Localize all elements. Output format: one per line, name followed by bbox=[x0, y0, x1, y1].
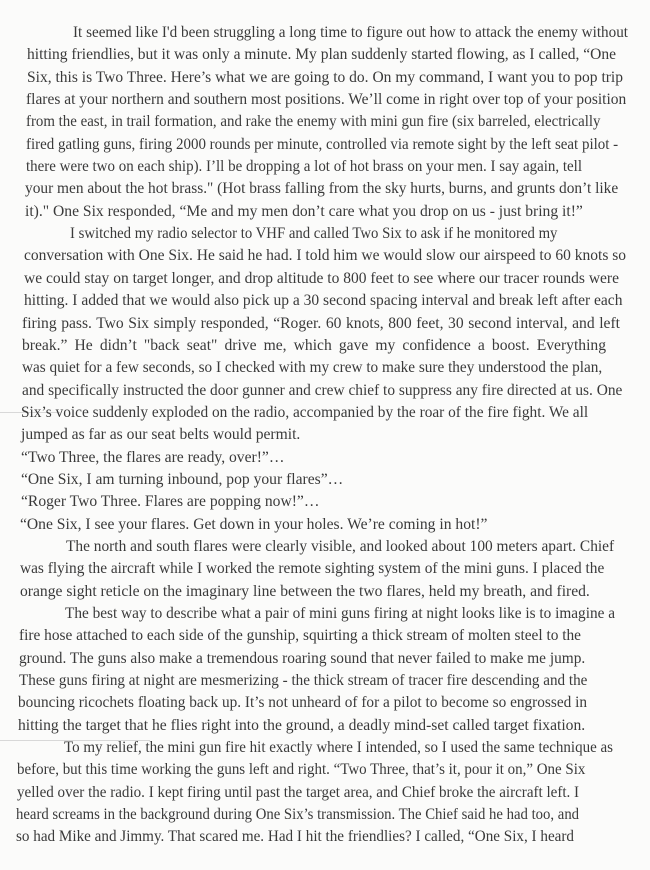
text-line: fired gatling guns, firing 2000 rounds per minute, controlled via remote sight by the left seat pilot - bbox=[26, 136, 619, 153]
text-line: orange sight reticle on the imaginary line between the two flares, held my breath, and fired. bbox=[20, 583, 590, 600]
text-line: before, but this time working the guns left and right. “Two Three, that’s it, pour it on,” One Six bbox=[17, 761, 586, 778]
text-line: These guns firing at night are mesmerizing - the thick stream of tracer fire descending and the bbox=[19, 672, 588, 689]
text-line: hitting the target that he flies right into the ground, a deadly mind-set called target fixation. bbox=[18, 717, 586, 734]
text-line: heard screams in the background during One Six’s transmission. The Chief said he had too, and bbox=[16, 806, 580, 823]
text-line: conversation with One Six. He said he had. I told him we would slow our airspeed to 60 knots so bbox=[24, 247, 627, 264]
text-line: Six’s voice suddenly exploded on the radio, accompanied by the roar of the fire fight. We all bbox=[21, 404, 589, 421]
text-line: jumped as far as our seat belts would permit. bbox=[21, 426, 301, 443]
text-line: The north and south flares were clearly visible, and looked about 100 meters apart. Chief bbox=[66, 538, 615, 555]
text-line: and specifically instructed the door gunner and crew chief to suppress any fire directed at us. One bbox=[22, 382, 623, 399]
text-line: The best way to describe what a pair of mini guns firing at night looks like is to imagine a bbox=[65, 605, 615, 622]
text-line: yelled over the radio. I kept firing until past the target area, and Chief broke the aircraft left. I bbox=[17, 784, 580, 801]
text-line: “One Six, I see your flares. Get down in your holes. We’re coming in hot!” bbox=[20, 516, 488, 533]
text-line: there were two on each ship). I’ll be dropping a lot of hot brass on your men. I say again, tell bbox=[26, 158, 582, 175]
text-line: flares at your northern and southern most positions. We’ll come in right over top of your position bbox=[26, 91, 627, 108]
text-line: from the east, in trail formation, and rake the enemy with mini gun fire (six barreled, electrically bbox=[26, 113, 601, 130]
text-line: “Roger Two Three. Flares are popping now!”… bbox=[21, 493, 320, 510]
text-line: Six, this is Two Three. Here’s what we are going to do. On my command, I want you to pop trip bbox=[27, 69, 623, 86]
text-line: I switched my radio selector to VHF and called Two Six to ask if he monitored my bbox=[70, 225, 558, 242]
text-line: ground. The guns also make a tremendous roaring sound that never failed to make me jump. bbox=[19, 650, 586, 667]
text-line: your men about the hot brass." (Hot brass falling from the sky hurts, burns, and grunts don’t like bbox=[25, 180, 619, 197]
text-line: hitting. I added that we would also pick up a 30 second spacing interval and break left after each bbox=[24, 292, 623, 309]
text-line: hitting friendlies, but it was only a minute. My plan suddenly started flowing, as I called, “One bbox=[27, 46, 616, 63]
text-line: “Two Three, the flares are ready, over!”… bbox=[21, 449, 285, 466]
text-line: so had Mike and Jimmy. That scared me. Had I hit the friendlies? I called, “One Six, I heard bbox=[16, 828, 574, 845]
text-line: To my relief, the mini gun fire hit exactly where I intended, so I used the same technique as bbox=[64, 739, 613, 756]
text-line: it)." One Six responded, “Me and my men don’t care what you drop on us - just bring it!” bbox=[25, 203, 583, 220]
text-line: break.” He didn’t "back seat" drive me, which gave my confidence a boost. Everything bbox=[22, 337, 606, 354]
text-line: “One Six, I am turning inbound, pop your flares”… bbox=[21, 471, 344, 488]
text-line: firing pass. Two Six simply responded, “Roger. 60 knots, 800 feet, 30 second interval, and left bbox=[22, 315, 620, 332]
text-line: fire hose attached to each side of the gunship, squirting a thick stream of molten steel to the bbox=[19, 627, 581, 644]
text-line: bouncing ricochets floating back up. It’s not unheard of for a pilot to become so engrossed in bbox=[18, 694, 587, 711]
text-line: was quiet for a few seconds, so I checked with my crew to make sure they understood the plan, bbox=[22, 359, 603, 376]
text-line: was flying the aircraft while I worked the remote sighting system of the mini guns. I placed the bbox=[20, 560, 605, 577]
text-line: we could stay on target longer, and drop altitude to 800 feet to see where our tracer rounds were bbox=[24, 270, 619, 287]
text-line: It seemed like I'd been struggling a long time to figure out how to attack the enemy without bbox=[73, 24, 628, 41]
